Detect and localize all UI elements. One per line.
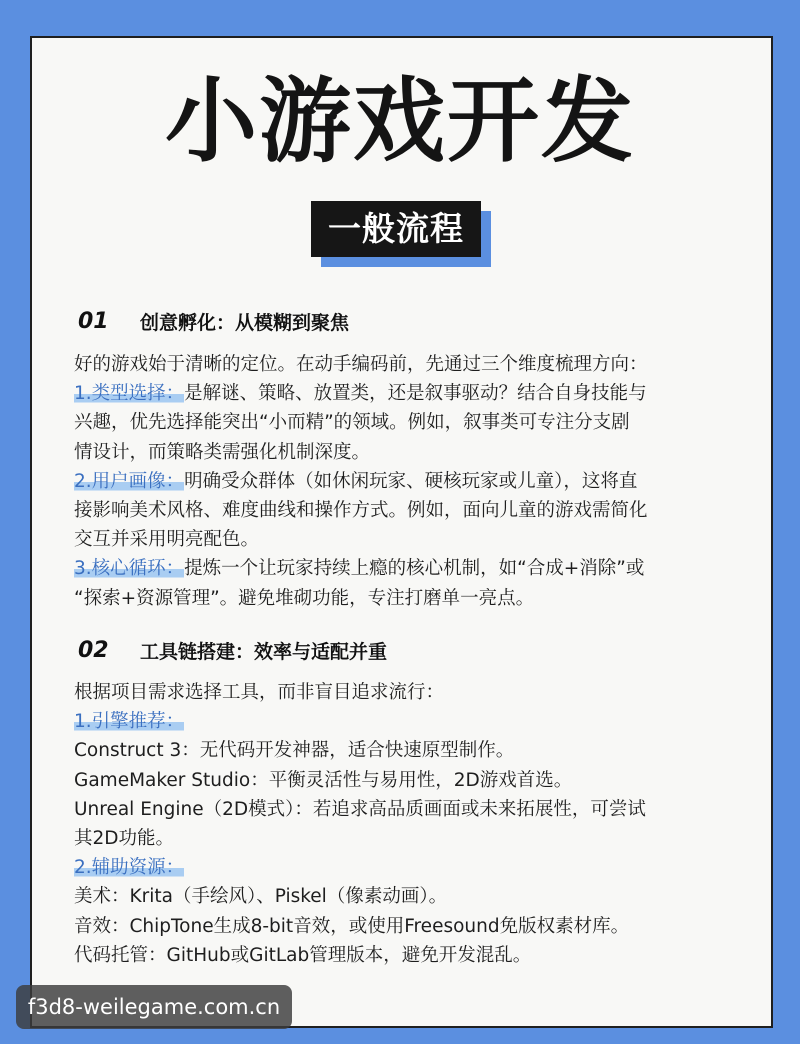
item-line: 交互并采用明亮配色。 xyxy=(74,529,260,551)
section-intro: 根据项目需求选择工具，而非盲目追求流行： xyxy=(74,682,445,703)
item-text: 明确受众群体（如休闲玩家、硬核玩家或儿童），这将直 xyxy=(184,470,638,492)
subtitle: 一般流程 xyxy=(311,201,481,257)
section-01-body xyxy=(74,350,744,613)
item-label: 1.类型选择： xyxy=(74,383,185,405)
item-label: 2.用户画像： xyxy=(74,470,185,492)
group-line: 美术：Krita（手绘风）、Piskel（像素动画）。 xyxy=(74,886,448,908)
section-heading xyxy=(132,308,357,335)
item-line: 情设计，而策略类需强化机制深度。 xyxy=(74,441,371,463)
section-01-header xyxy=(78,306,357,336)
group-line: 音效：ChipTone生成8-bit音效，或使用Freesound免版权素材库。 xyxy=(74,915,630,937)
item-line xyxy=(74,467,744,496)
item-text: 提炼一个让玩家持续上瘾的核心机制，如“合成+消除”或 xyxy=(184,558,645,580)
section-heading-text: 工具链搭建：效率与适配并重 xyxy=(140,640,388,663)
section-02-body xyxy=(74,678,744,970)
section-heading-text: 创意孵化：从模糊到聚焦 xyxy=(140,311,350,334)
section-heading xyxy=(132,637,395,664)
item-line xyxy=(74,379,744,408)
item-line xyxy=(74,554,744,583)
watermark: f3d8-weilegame.com.cn xyxy=(16,985,292,1029)
item-text: 是解谜、策略、放置类，还是叙事驱动？结合自身技能与 xyxy=(184,383,647,405)
item-line: 接影响美术风格、难度曲线和操作方式。例如，面向儿童的游戏需简化 xyxy=(74,500,648,522)
group-label-line xyxy=(74,707,744,736)
group-label: 1.引擎推荐： xyxy=(74,711,185,733)
group-line: 代码托管：GitHub或GitLab管理版本，避免开发混乱。 xyxy=(74,944,532,966)
item-label: 3.核心循环： xyxy=(74,558,185,580)
section-intro: 好的游戏始于清晰的定位。在动手编码前，先通过三个维度梳理方向： xyxy=(74,354,648,375)
section-number: 02 xyxy=(78,637,109,663)
page-title: 小游戏开发 xyxy=(164,68,635,175)
group-label: 2.辅助资源： xyxy=(74,857,185,879)
group-line: Unreal Engine（2D模式）：若追求高品质画面或未来拓展性，可尝试 xyxy=(74,798,646,820)
group-line: Construct 3：无代码开发神器，适合快速原型制作。 xyxy=(74,740,515,762)
section-02-header xyxy=(78,635,395,665)
item-line: 兴趣，优先选择能突出“小而精”的领域。例如，叙事类可专注分支剧 xyxy=(74,412,630,434)
group-line: GameMaker Studio：平衡灵活性与易用性，2D游戏首选。 xyxy=(74,769,573,791)
section-number: 01 xyxy=(78,308,109,334)
item-line: “探索+资源管理”。避免堆砌功能，专注打磨单一亮点。 xyxy=(74,587,535,609)
group-line: 其2D功能。 xyxy=(74,828,175,850)
subtitle-badge xyxy=(311,201,481,257)
group-label-line xyxy=(74,853,744,882)
